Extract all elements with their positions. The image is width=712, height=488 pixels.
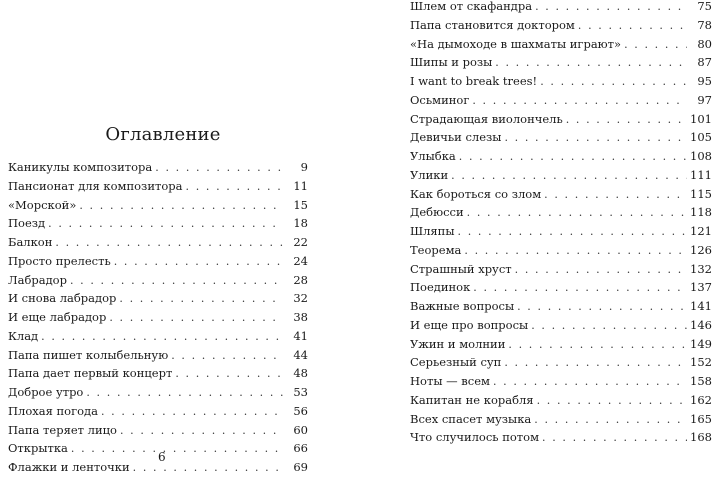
dot-leader <box>451 167 687 186</box>
toc-entry-page: 60 <box>293 422 308 437</box>
toc-entry-page: 108 <box>690 149 712 163</box>
toc-entry-title: Балкон <box>8 235 53 249</box>
toc-entry <box>8 289 308 308</box>
toc-entry-title: Теорема <box>410 242 462 257</box>
toc-entry <box>8 346 308 365</box>
toc-entry-page: 15 <box>293 197 308 212</box>
toc-entry-title: Всех спасет музыка <box>410 411 532 426</box>
toc-entry-page: 56 <box>293 403 308 418</box>
toc-entry-title: «На дымоходе в шахматы играют» <box>410 36 622 51</box>
toc-entry <box>8 158 308 177</box>
right-page <box>410 0 712 488</box>
toc-entry <box>410 353 712 372</box>
toc-entry-title: Папа пишет колыбельную <box>8 347 169 362</box>
dot-leader <box>71 440 283 459</box>
toc-entry-page: 168 <box>690 430 712 445</box>
toc-entry-page: 18 <box>293 216 308 231</box>
toc-entry <box>8 364 308 383</box>
toc-entry-page: 152 <box>690 355 712 370</box>
toc-entry <box>410 297 712 316</box>
toc-entry-title: Ноты — всем <box>410 374 490 388</box>
dot-leader <box>114 253 283 272</box>
toc-entry <box>410 222 712 241</box>
toc-entry-page: 158 <box>690 374 712 388</box>
dot-leader <box>566 111 687 130</box>
toc-entry-title: Девичьи слезы <box>410 130 502 145</box>
toc-entry-title: Открытка <box>8 441 68 456</box>
dot-leader <box>119 290 283 309</box>
toc-entry-page: 101 <box>690 111 712 126</box>
toc-title: Оглавление <box>105 124 221 145</box>
toc-entry-page: 78 <box>697 17 712 32</box>
toc-entry <box>410 91 712 110</box>
toc-entry-title: Плохая погода <box>8 403 98 418</box>
dot-leader <box>578 17 687 36</box>
toc-entry <box>410 391 712 410</box>
toc-entry <box>8 308 308 327</box>
toc-entry-page: 137 <box>690 280 712 295</box>
toc-list-right <box>410 0 712 447</box>
dot-leader <box>171 347 283 366</box>
toc-entry-page: 28 <box>293 272 308 287</box>
dot-leader <box>624 36 687 55</box>
toc-entry-title: Клад <box>8 328 39 343</box>
toc-entry-title: Шлем от скафандра <box>410 0 533 13</box>
dot-leader <box>86 384 283 403</box>
toc-entry-title: Улыбка <box>410 149 456 163</box>
toc-entry <box>8 402 308 421</box>
toc-entry-page: 95 <box>697 74 712 88</box>
toc-entry-title: Просто прелесть <box>8 253 111 268</box>
toc-entry-page: 38 <box>293 310 308 324</box>
toc-entry-page: 126 <box>690 242 712 257</box>
toc-entry <box>410 147 712 166</box>
dot-leader <box>186 178 284 197</box>
toc-entry <box>410 110 712 129</box>
toc-entry <box>410 335 712 354</box>
toc-entry <box>410 166 712 185</box>
toc-entry <box>8 383 308 402</box>
toc-entry-page: 111 <box>690 167 712 182</box>
dot-leader <box>464 242 687 261</box>
toc-entry-title: «Морской» <box>8 197 77 212</box>
toc-entry <box>8 177 308 196</box>
dot-leader <box>515 261 687 280</box>
toc-entry <box>410 72 712 91</box>
toc-entry <box>410 260 712 279</box>
toc-entry-page: 32 <box>293 291 308 306</box>
toc-entry <box>410 203 712 222</box>
toc-entry-page: 41 <box>293 328 308 343</box>
dot-leader <box>473 279 687 298</box>
toc-entry <box>410 316 712 335</box>
toc-entry-page: 149 <box>690 336 712 351</box>
dot-leader <box>493 373 687 392</box>
toc-entry-page: 44 <box>293 347 308 362</box>
dot-leader <box>540 73 687 92</box>
toc-entry-title: Лабрадор <box>8 272 67 287</box>
toc-entry <box>8 196 308 215</box>
toc-entry-page: 11 <box>293 178 308 193</box>
dot-leader <box>508 336 687 355</box>
dot-leader <box>495 54 687 73</box>
toc-entry-page: 22 <box>293 235 308 249</box>
toc-entry <box>410 410 712 429</box>
toc-entry-title: Ужин и молнии <box>410 336 506 351</box>
toc-entry-page: 48 <box>293 366 308 381</box>
toc-entry-title: И еще про вопросы <box>410 317 529 332</box>
toc-entry-page: 121 <box>690 224 712 238</box>
toc-entry <box>410 185 712 204</box>
toc-entry <box>410 278 712 297</box>
toc-entry <box>8 252 308 271</box>
toc-entry-page: 66 <box>293 441 308 456</box>
toc-entry <box>410 128 712 147</box>
toc-entry-page: 105 <box>690 130 712 145</box>
toc-entry-page: 69 <box>293 460 308 474</box>
dot-leader <box>120 422 283 441</box>
toc-entry-page: 118 <box>690 205 712 220</box>
toc-entry <box>410 53 712 72</box>
page-number: 6 <box>158 450 166 464</box>
toc-entry <box>410 0 712 16</box>
dot-leader <box>542 429 687 448</box>
toc-entry <box>8 271 308 290</box>
dot-leader <box>175 365 283 384</box>
dot-leader <box>109 309 283 328</box>
toc-entry <box>410 372 712 391</box>
toc-entry <box>8 233 308 252</box>
toc-entry-page: 97 <box>697 92 712 107</box>
toc-entry-title: Поезд <box>8 216 46 231</box>
toc-entry-title: Страшный хруст <box>410 261 512 276</box>
dot-leader <box>544 186 687 205</box>
toc-entry-title: Как бороться со злом <box>410 186 542 201</box>
toc-entry-title: Улики <box>410 167 449 182</box>
left-page <box>8 0 308 488</box>
dot-leader <box>48 215 283 234</box>
toc-entry-page: 132 <box>690 261 712 276</box>
toc-entry-page: 115 <box>690 186 712 201</box>
toc-entry-page: 87 <box>697 55 712 70</box>
dot-leader <box>70 272 283 291</box>
dot-leader <box>467 204 687 223</box>
toc-entry <box>8 327 308 346</box>
toc-entry-title: Осьминог <box>410 92 470 107</box>
toc-entry-title: Папа теряет лицо <box>8 422 117 437</box>
toc-entry-page: 162 <box>690 392 712 407</box>
toc-entry <box>410 428 712 447</box>
dot-leader <box>155 159 283 178</box>
toc-entry <box>8 421 308 440</box>
toc-entry-page: 9 <box>300 160 308 174</box>
toc-entry-title: Поединок <box>410 280 471 295</box>
dot-leader <box>534 411 687 430</box>
toc-entry-title: Шляпы <box>410 224 455 238</box>
toc-entry-title: I want to break trees! <box>410 74 538 88</box>
toc-entry-page: 53 <box>293 385 308 399</box>
toc-entry-title: Дебюсси <box>410 205 464 220</box>
dot-leader <box>472 92 687 111</box>
toc-entry-page: 80 <box>697 36 712 51</box>
dot-leader <box>504 354 687 373</box>
dot-leader <box>459 148 687 167</box>
toc-entry <box>410 241 712 260</box>
toc-entry-title: Папа дает первый концерт <box>8 366 173 381</box>
toc-entry-title: Каникулы композитора <box>8 160 153 174</box>
dot-leader <box>531 317 687 336</box>
toc-entry-title: Пансионат для композитора <box>8 178 183 193</box>
dot-leader <box>537 392 687 411</box>
dot-leader <box>133 459 283 478</box>
toc-entry-page: 141 <box>690 299 712 313</box>
toc-entry-page: 24 <box>293 253 308 268</box>
dot-leader <box>55 234 283 253</box>
toc-entry-title: Важные вопросы <box>410 299 515 313</box>
dot-leader <box>79 197 283 216</box>
toc-entry-title: Доброе утро <box>8 385 84 399</box>
toc-entry-title: Что случилось потом <box>410 430 540 445</box>
toc-entry-title: Папа становится доктором <box>410 17 575 32</box>
toc-entry-page: 165 <box>690 411 712 426</box>
dot-leader <box>517 298 687 317</box>
dot-leader <box>101 403 283 422</box>
toc-entry-page: 146 <box>690 317 712 332</box>
toc-entry-title: Серьезный суп <box>410 355 502 370</box>
toc-entry-title: Шипы и розы <box>410 55 493 70</box>
dot-leader <box>458 223 687 242</box>
dot-leader <box>41 328 283 347</box>
toc-entry <box>410 16 712 35</box>
toc-entry-title: И еще лабрадор <box>8 310 107 324</box>
toc-entry <box>8 214 308 233</box>
dot-leader <box>504 129 687 148</box>
toc-list-left <box>8 158 308 477</box>
toc-entry <box>410 35 712 54</box>
toc-entry-title: Флажки и ленточки <box>8 460 130 474</box>
dot-leader <box>535 0 687 17</box>
toc-entry-page: 75 <box>697 0 712 13</box>
toc-entry-title: Капитан не корабля <box>410 392 534 407</box>
toc-entry-title: И снова лабрадор <box>8 291 117 306</box>
toc-entry-title: Страдающая виолончель <box>410 111 563 126</box>
